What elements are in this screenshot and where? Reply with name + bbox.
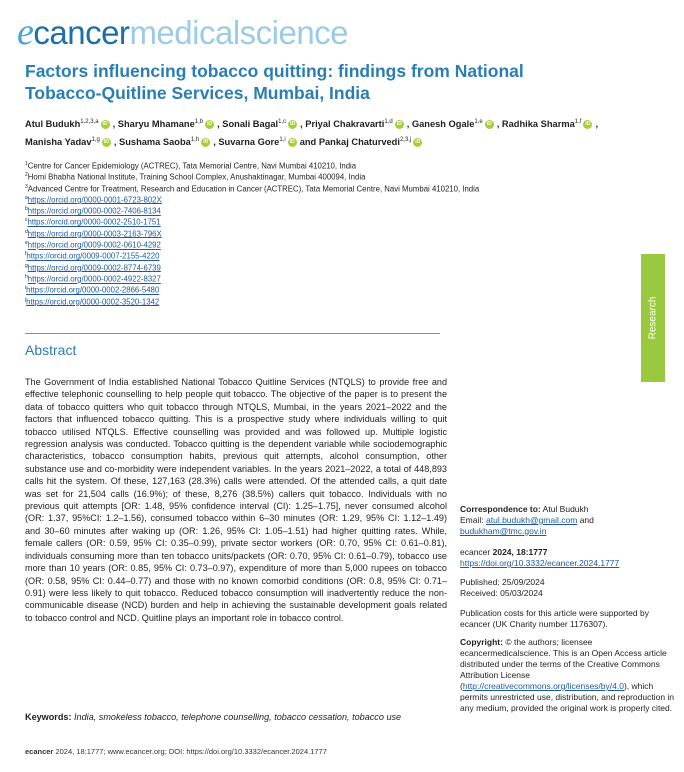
page-footer: ecancer 2024, 18:1777; www.ecancer.org; DOI: https://doi.org/10.3332/ecancer.2024.1777	[25, 747, 327, 756]
keywords-label: Keywords:	[25, 712, 72, 722]
orcid-entry: $^b$https://orcid.org/0000-0002-7406-8134	[25, 206, 161, 216]
article-title	[25, 60, 585, 104]
author: Sharyu Mhamane$^{1,b}$	[117, 119, 204, 130]
orcid-entry: $^e$https://orcid.org/0009-0002-0610-4292	[25, 240, 161, 250]
orcid-icon[interactable]: iD	[585, 121, 591, 128]
orcid-icon[interactable]: iD	[103, 139, 109, 146]
published-date: Published: 25/09/2024	[460, 577, 545, 587]
affiliation: $^1$Centre for Cancer Epidemiology (ACTREC), Tata Memorial Centre, Navi Mumbai 410210, India	[25, 161, 357, 171]
orcid-link[interactable]: https://orcid.org/0009-0002-8774-6739	[27, 263, 161, 273]
author: Pankaj Chaturvedi$^{2,3,j}$	[318, 137, 412, 148]
orcid-entry: $^c$https://orcid.org/0000-0002-2510-1751	[25, 217, 161, 228]
orcid-link[interactable]: https://orcid.org/0009-0007-2155-4220	[26, 251, 160, 261]
license-link[interactable]: http://creativecommons.org/licenses/by/4.0	[462, 681, 624, 691]
logo-medicalscience: medicalscience	[129, 14, 349, 51]
affiliation: $^2$Homi Bhabha National Institute, Training School Complex, Anushaktinagar, Mumbai 400094, India	[25, 172, 366, 182]
doi-link[interactable]: https://doi.org/10.3332/ecancer.2024.1777	[460, 558, 620, 568]
orcid-link[interactable]: https://orcid.org/0000-0002-7406-8134	[27, 206, 161, 216]
orcid-entry: $^j$https://orcid.org/0000-0002-3520-1342	[25, 296, 160, 307]
orcid-icon[interactable]: iD	[289, 139, 295, 146]
email-link[interactable]: budukham@tmc.gov.in	[460, 526, 547, 536]
keywords	[25, 712, 401, 722]
author: Radhika Sharma$^{1,f}$	[501, 119, 582, 130]
orcid-link[interactable]: https://orcid.org/0000-0002-2866-5480	[26, 285, 160, 295]
orcid-entry: $^g$https://orcid.org/0009-0002-8774-6739	[25, 262, 161, 273]
section-label: Research	[647, 296, 659, 340]
abstract-divider	[25, 333, 440, 334]
orcid-link[interactable]: https://orcid.org/0000-0002-2510-1751	[27, 218, 161, 228]
author: Priyal Chakravarti$^{1,d}$	[305, 119, 393, 130]
correspondence: Correspondence to: Atul Budukh Email: atul.budukh@gmail.com and budukham@tmc.gov.in	[460, 504, 594, 536]
orcid-entry: $^h$https://orcid.org/0000-0002-4922-8327	[25, 273, 161, 284]
keywords-text: India, smokeless tobacco, telephone counselling, tobacco cessation, tobacco use	[74, 712, 402, 722]
abstract-text: The Government of India established National Tobacco Quitline Services (NTQLS) to provide free and effective telephonic counselling to help people quit tobacco. The objective of the paper is to present the data of tobacco quitters who quit tobacco through NTQLS, Mumbai, in the years 2021–2022 and the factors that influenced tobacco quitting. This is a prospective study where individuals willing to quit tobacco utilised NTQLS. Effective counselling was provided and was followed up. Multiple logistic regression analysis was conducted. Tobacco quitting is the dependent variable while sociodemographic characteristics, tobacco consumption habits, previous quit attempts, alcohol consumption, other substance use and co-morbidity were independent variables. In the years 2021–2022, a total of 448,893 calls hit the system. Of these, 127,163 (28.3%) calls were attended. Of the attended calls, a quit date was set for 21,504 calls (16.9%); of these, 8,276 (38.5%) callers quit tobacco. Individuals with no previous quit attempts [OR: 1.48, 95% confidence interval (CI): 1.25–1.75], never consumed alcohol (OR: 1.37, 95%CI: 1.2–1.56), consumed tobacco within 6–30 minutes (OR: 1.29, 95% CI: 1.12–1.49) and 30–60 minutes after waking up (OR: 1.26, 95% CI: 1.05–1.51) had higher quitting rates. While, female callers (OR: 0.59, 95% CI: 0.35–0.99), private sector workers (OR: 0.70, 95% CI: 0.61–0.81), individuals consuming more than ten tobacco units/packets (OR: 0.70, 95% CI: 0.61–0.79), tobacco use more than 10 years (OR: 0.85, 95% CI: 0.73–0.97), expenditure of more than 5,000 rupees on tobacco (OR: 0.58, 95% CI: 0.44–0.77) and those with no known comorbid conditions (OR: 0.8, 95% CI: 0.71–0.91) were less likely to quit tobacco. Reduced tobacco consumption will inadvertently reduce the non-communicable disease (NCD) burden and help in achieving the sustainable development goals related to tobacco control and NCD. Quitline plays an important role in tobacco control.	[25, 377, 447, 623]
orcid-icon[interactable]: iD	[203, 139, 209, 146]
citation: ecancer 2024, 18:1777 https://doi.org/10.3332/ecancer.2024.1777	[460, 547, 620, 568]
orcid-link[interactable]: https://orcid.org/0009-0002-0610-4292	[27, 240, 161, 250]
author-connector: and	[299, 137, 317, 148]
orcid-entry: $^a$https://orcid.org/0000-0001-6723-802X	[25, 194, 162, 205]
orcid-icon[interactable]: iD	[396, 121, 402, 128]
section-tab-research	[641, 254, 665, 382]
author: Ganesh Ogale$^{1,e}$	[411, 119, 483, 130]
email-link[interactable]: atul.budukh@gmail.com	[486, 515, 578, 525]
author-list: Atul Budukh$^{1,2,3,a}$ iD , Sharyu Mhamane$^{1,b}$ iD , Sonali Bagal$^{1,c}$ iD , Priyal Chakravarti$^{1,d}$ iD , Ganesh Ogale$^{1,e}$ iD , Radhika Sharma$^{1,f}$ iD , Manisha Yadav$^{1,g}$ iD , Sushama Saoba$^{1,h}$ iD , Suvarna Gore$^{1,i}$ iD and Pankaj Chaturvedi$^{2,3,j}$ iD	[25, 119, 599, 148]
orcid-entry: $^d$https://orcid.org/0000-0003-2163-796X	[25, 228, 162, 239]
orcid-link[interactable]: https://orcid.org/0000-0001-6723-802X	[27, 195, 162, 205]
orcid-icon[interactable]: iD	[290, 121, 296, 128]
author: Sushama Saoba$^{1,h}$	[119, 137, 200, 148]
author: Sonali Bagal$^{1,c}$	[222, 119, 287, 130]
funding-note: Publication costs for this article were supported by ecancer (UK Charity number 1176307).	[460, 608, 649, 629]
orcid-icon[interactable]: iD	[102, 121, 108, 128]
orcid-icon[interactable]: iD	[415, 139, 421, 146]
journal-logo	[17, 10, 348, 54]
orcid-icon[interactable]: iD	[207, 121, 213, 128]
title-line-1: Factors influencing tobacco quitting: findings from National	[25, 61, 524, 81]
orcid-entry: $^f$https://orcid.org/0009-0007-2155-4220	[25, 251, 160, 261]
title-line-2: Tobacco-Quitline Services, Mumbai, India	[25, 83, 370, 103]
orcid-entry: $^i$https://orcid.org/0000-0002-2866-5480	[25, 285, 160, 295]
author: Manisha Yadav$^{1,g}$	[25, 137, 100, 148]
author: Suvarna Gore$^{1,i}$	[218, 137, 286, 148]
logo-e: e	[17, 11, 34, 53]
author: Atul Budukh$^{1,2,3,a}$	[25, 119, 99, 130]
orcid-link[interactable]: https://orcid.org/0000-0002-4922-8327	[27, 274, 161, 284]
orcid-link[interactable]: https://orcid.org/0000-0003-2163-796X	[27, 229, 162, 239]
affiliations	[25, 160, 479, 307]
received-date: Received: 05/03/2024	[460, 588, 543, 598]
orcid-icon[interactable]: iD	[486, 121, 492, 128]
copyright: Copyright: © the authors; licensee ecancermedicalscience. This is an Open Access article distributed under the terms of the Creative Commons Attribution License (http://creativecommons.org/licenses/by/4.0), which permits unrestricted use, distribution, and reproduction in any medium, provided the original work is properly cited.	[460, 637, 675, 713]
abstract-heading: Abstract	[25, 342, 77, 358]
dates	[460, 577, 675, 599]
orcid-link[interactable]: https://orcid.org/0000-0002-3520-1342	[26, 297, 160, 307]
logo-cancer: cancer	[33, 14, 130, 51]
affiliation: $^3$Advanced Centre for Treatment, Research and Education in Cancer (ACTREC), Tata Memorial Centre, Navi Mumbai 410210, India	[25, 183, 480, 194]
